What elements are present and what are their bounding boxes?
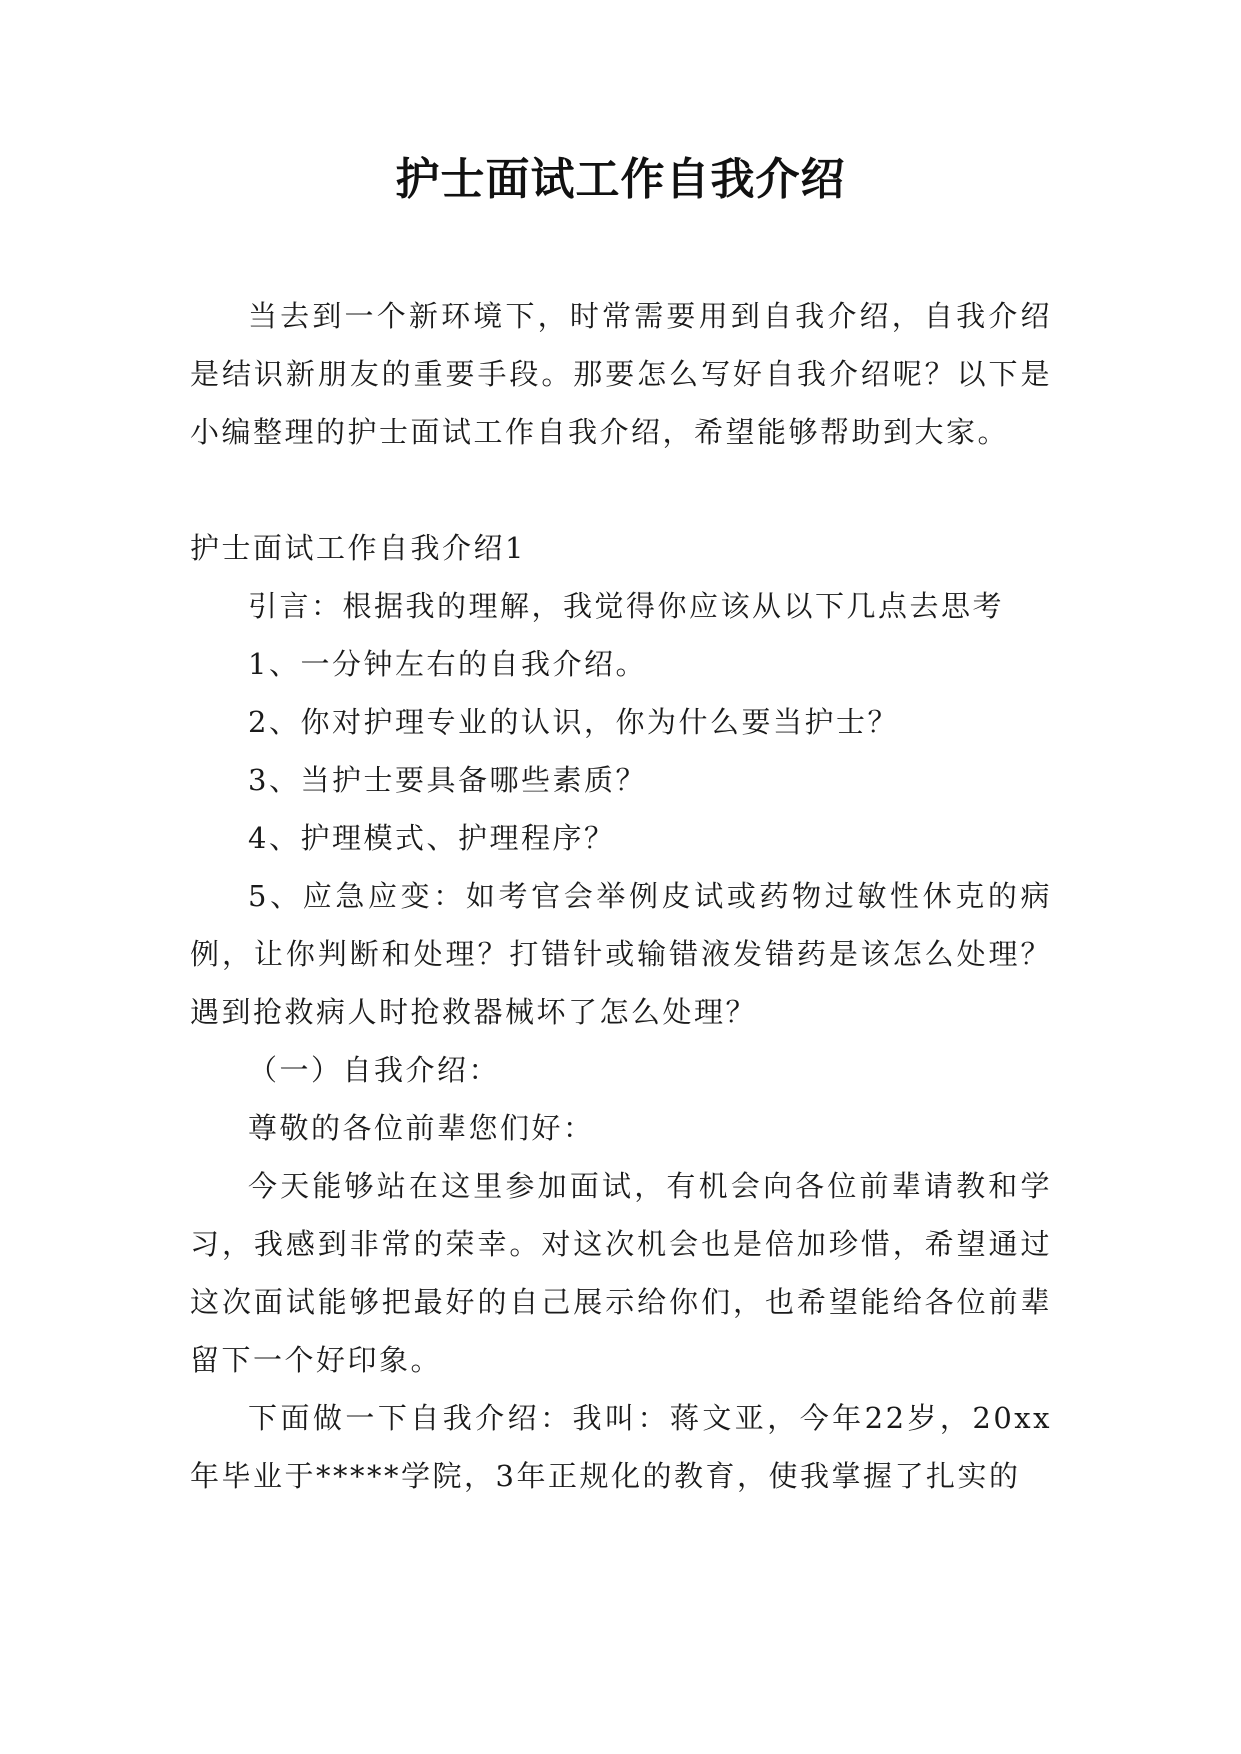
paragraph-opening: 今天能够站在这里参加面试，有机会向各位前辈请教和学习，我感到非常的荣幸。对这次机会也是倍加珍惜，希望通过这次面试能够把最好的自己展示给你们，也希望能给各位前辈留下一个好印象。 xyxy=(190,1169,1052,1377)
paragraph-intro-note: 引言：根据我的理解，我觉得你应该从以下几点去思考 xyxy=(248,589,1005,623)
paragraph-question-4: 4、护理模式、护理程序？ xyxy=(248,821,616,855)
section-heading: 护士面试工作自我介绍1 xyxy=(190,531,526,565)
intro-paragraph: 当去到一个新环境下，时常需要用到自我介绍，自我介绍是结识新朋友的重要手段。那要怎么写好自我介绍呢？以下是小编整理的护士面试工作自我介绍，希望能够帮助到大家。 xyxy=(190,299,1052,449)
paragraph-greeting: 尊敬的各位前辈您们好： xyxy=(248,1111,595,1145)
paragraph-question-5: 5、应急应变：如考官会举例皮试或药物过敏性休克的病例，让你判断和处理？打错针或输错液发错药是该怎么处理？遇到抢救病人时抢救器械坏了怎么处理？ xyxy=(190,879,1052,1029)
paragraph-question-2: 2、你对护理专业的认识，你为什么要当护士？ xyxy=(248,705,899,739)
paragraph-self-intro: 下面做一下自我介绍：我叫：蒋文亚，今年22岁，20xx年毕业于*****学院，3年正规化的教育，使我掌握了扎实的 xyxy=(190,1401,1052,1493)
paragraph-question-1: 1、一分钟左右的自我介绍。 xyxy=(248,647,647,681)
document-title: 护士面试工作自我介绍 xyxy=(395,154,846,205)
paragraph-subheading: （一）自我介绍： xyxy=(248,1053,501,1087)
paragraph-question-3: 3、当护士要具备哪些素质？ xyxy=(248,763,647,797)
document-body xyxy=(190,287,1052,1505)
